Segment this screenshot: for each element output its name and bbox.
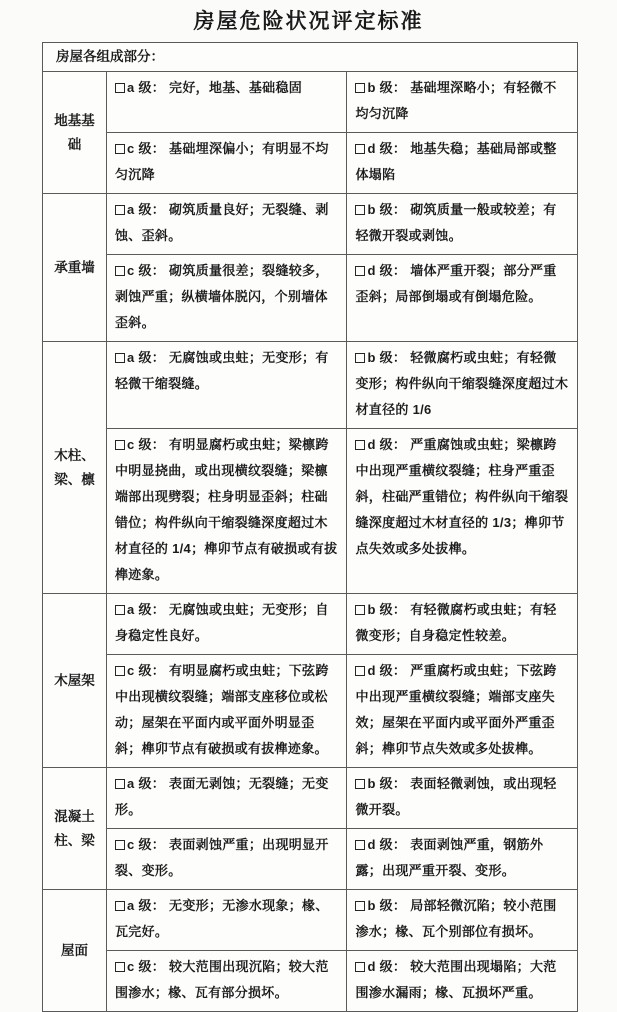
grade-description: 基础埋深偏小；有明显不均匀沉降 <box>115 141 329 182</box>
grade-label: b 级： <box>367 898 407 913</box>
grade-label: d 级： <box>367 663 407 678</box>
component-name: 木屋架 <box>54 672 95 688</box>
grade-cells <box>107 72 577 193</box>
grade-label: a 级： <box>127 602 166 617</box>
table-row <box>43 594 577 768</box>
grade-cells <box>107 768 577 889</box>
grade-cells <box>107 890 577 1011</box>
component-name: 地基基础 <box>54 112 95 152</box>
grade-description: 砌筑质量良好；无裂缝、剥蚀、歪斜。 <box>115 202 329 243</box>
grade-label: c 级： <box>127 959 166 974</box>
component-name: 屋面 <box>61 942 88 958</box>
grade-label: b 级： <box>367 80 407 95</box>
grade-description: 表面剥蚀严重；出现明显开裂、变形。 <box>115 837 329 878</box>
checkbox-icon[interactable] <box>355 266 365 276</box>
grade-label: a 级： <box>127 898 166 913</box>
checkbox-icon[interactable] <box>355 440 365 450</box>
grade-label: a 级： <box>127 776 166 791</box>
table-row <box>43 890 577 1011</box>
grade-cells <box>107 342 577 593</box>
grade-description: 表面轻微剥蚀，或出现轻微开裂。 <box>355 776 557 817</box>
grade-cell-d <box>347 429 577 593</box>
grade-cell-c <box>107 655 347 767</box>
grade-description: 无变形；无渗水现象；椽、瓦完好。 <box>115 898 329 939</box>
checkbox-icon[interactable] <box>355 901 365 911</box>
grade-cell-d <box>347 655 577 767</box>
checkbox-icon[interactable] <box>355 144 365 154</box>
grade-label: d 级： <box>367 437 407 452</box>
grade-description: 有轻微腐朽或虫蛀；有轻微变形；自身稳定性较差。 <box>355 602 557 643</box>
checkbox-icon[interactable] <box>115 83 125 93</box>
checkbox-icon[interactable] <box>355 840 365 850</box>
checkbox-icon[interactable] <box>115 840 125 850</box>
checkbox-icon[interactable] <box>115 266 125 276</box>
component-name: 混凝土柱、梁 <box>54 808 95 848</box>
grade-label: b 级： <box>367 776 407 791</box>
grade-description: 表面无剥蚀；无裂缝；无变形。 <box>115 776 329 817</box>
assessment-table <box>42 42 578 1012</box>
grade-label: a 级： <box>127 80 166 95</box>
grade-cells <box>107 594 577 767</box>
grade-cell-c <box>107 429 347 593</box>
grade-label: c 级： <box>127 263 166 278</box>
grade-label: d 级： <box>367 263 407 278</box>
grade-description: 有明显腐朽或虫蛀；下弦跨中出现横纹裂缝；端部支座移位或松动；屋架在平面内或平面外明显歪斜；榫卯节点有破损或有拔榫迹象。 <box>115 663 329 756</box>
grade-description: 有明显腐朽或虫蛀；梁檩跨中明显挠曲，或出现横纹裂缝；梁檩端部出现劈裂；柱身明显歪斜；柱础错位；构件纵向干缩裂缝深度超过木材直径的 1/4；榫卯节点有破损或有拔榫迹象。 <box>115 437 338 582</box>
grade-cell-a <box>107 768 347 829</box>
checkbox-icon[interactable] <box>115 901 125 911</box>
checkbox-icon[interactable] <box>355 779 365 789</box>
grade-description: 无腐蚀或虫蛀；无变形；有轻微干缩裂缝。 <box>115 350 329 391</box>
grade-cell-a <box>107 594 347 655</box>
grade-label: d 级： <box>367 959 407 974</box>
grade-label: c 级： <box>127 663 166 678</box>
grade-cells <box>107 194 577 341</box>
grade-cell-a <box>107 72 347 133</box>
grade-label: c 级： <box>127 837 166 852</box>
checkbox-icon[interactable] <box>115 605 125 615</box>
checkbox-icon[interactable] <box>115 779 125 789</box>
checkbox-icon[interactable] <box>115 353 125 363</box>
grade-cell-b <box>347 594 577 655</box>
checkbox-icon[interactable] <box>355 605 365 615</box>
component-name-cell <box>43 194 107 341</box>
grade-description: 地基失稳；基础局部或整体塌陷 <box>355 141 557 182</box>
grade-cell-d <box>347 255 577 341</box>
grade-description: 完好，地基、基础稳固 <box>169 80 303 95</box>
grade-description: 严重腐蚀或虫蛀；梁檩跨中出现严重横纹裂缝；柱身严重歪斜，柱础严重错位；构件纵向干缩裂缝深度超过木材直径的 1/3；榫卯节点失效或多处拔榫。 <box>355 437 569 556</box>
grade-cell-b <box>347 72 577 133</box>
grade-description: 局部轻微沉陷；较小范围渗水；椽、瓦个别部位有损坏。 <box>355 898 557 939</box>
table-rows <box>43 72 577 1011</box>
checkbox-icon[interactable] <box>115 962 125 972</box>
grade-cell-d <box>347 133 577 193</box>
checkbox-icon[interactable] <box>115 666 125 676</box>
checkbox-icon[interactable] <box>355 205 365 215</box>
grade-label: c 级： <box>127 437 166 452</box>
page-title: 房屋危险状况评定标准 <box>193 10 424 33</box>
grade-cell-b <box>347 342 577 429</box>
grade-cell-c <box>107 133 347 193</box>
table-header: 房屋各组成部分： <box>43 43 577 72</box>
grade-description: 表面剥蚀严重，钢筋外露；出现严重开裂、变形。 <box>355 837 544 878</box>
grade-cell-a <box>107 342 347 429</box>
checkbox-icon[interactable] <box>355 83 365 93</box>
grade-label: a 级： <box>127 202 166 217</box>
component-name: 木柱、梁、檩 <box>54 447 95 487</box>
grade-label: d 级： <box>367 141 407 156</box>
component-name-cell <box>43 890 107 1011</box>
grade-cell-b <box>347 890 577 951</box>
checkbox-icon[interactable] <box>355 962 365 972</box>
grade-description: 砌筑质量一般或较差；有轻微开裂或剥蚀。 <box>355 202 557 243</box>
grade-cell-a <box>107 890 347 951</box>
table-row <box>43 194 577 342</box>
checkbox-icon[interactable] <box>115 440 125 450</box>
grade-cell-d <box>347 951 577 1011</box>
table-row <box>43 768 577 890</box>
component-name-cell <box>43 72 107 193</box>
grade-cell-c <box>107 829 347 889</box>
grade-cell-c <box>107 255 347 341</box>
table-row <box>43 342 577 594</box>
component-name-cell <box>43 594 107 767</box>
component-name-cell <box>43 342 107 593</box>
grade-label: b 级： <box>367 602 407 617</box>
component-name-cell <box>43 768 107 889</box>
grade-cell-d <box>347 829 577 889</box>
grade-label: d 级： <box>367 837 407 852</box>
component-name: 承重墙 <box>54 259 95 275</box>
grade-cell-a <box>107 194 347 255</box>
checkbox-icon[interactable] <box>115 205 125 215</box>
grade-label: b 级： <box>367 202 407 217</box>
grade-description: 较大范围出现沉陷；较大范围渗水；椽、瓦有部分损坏。 <box>115 959 329 1000</box>
grade-description: 墙体严重开裂；部分严重歪斜；局部倒塌或有倒塌危险。 <box>355 263 557 304</box>
grade-description: 严重腐朽或虫蛀；下弦跨中出现严重横纹裂缝；端部支座失效；屋架在平面内或平面外严重歪斜；榫卯节点失效或多处拔榫。 <box>355 663 557 756</box>
checkbox-icon[interactable] <box>355 353 365 363</box>
grade-label: c 级： <box>127 141 166 156</box>
grade-description: 无腐蚀或虫蛀；无变形；自身稳定性良好。 <box>115 602 329 643</box>
table-row <box>43 72 577 194</box>
grade-description: 砌筑质量很差；裂缝较多，剥蚀严重；纵横墙体脱闪，个别墙体歪斜。 <box>115 263 329 330</box>
checkbox-icon[interactable] <box>115 144 125 154</box>
grade-description: 基础埋深略小；有轻微不均匀沉降 <box>355 80 557 121</box>
grade-cell-b <box>347 768 577 829</box>
checkbox-icon[interactable] <box>355 666 365 676</box>
grade-label: a 级： <box>127 350 166 365</box>
grade-description: 轻微腐朽或虫蛀；有轻微变形；构件纵向干缩裂缝深度超过木材直径的 1/6 <box>355 350 569 417</box>
grade-cell-c <box>107 951 347 1011</box>
grade-cell-b <box>347 194 577 255</box>
grade-description: 较大范围出现塌陷；大范围渗水漏雨；椽、瓦损坏严重。 <box>355 959 557 1000</box>
grade-label: b 级： <box>367 350 407 365</box>
